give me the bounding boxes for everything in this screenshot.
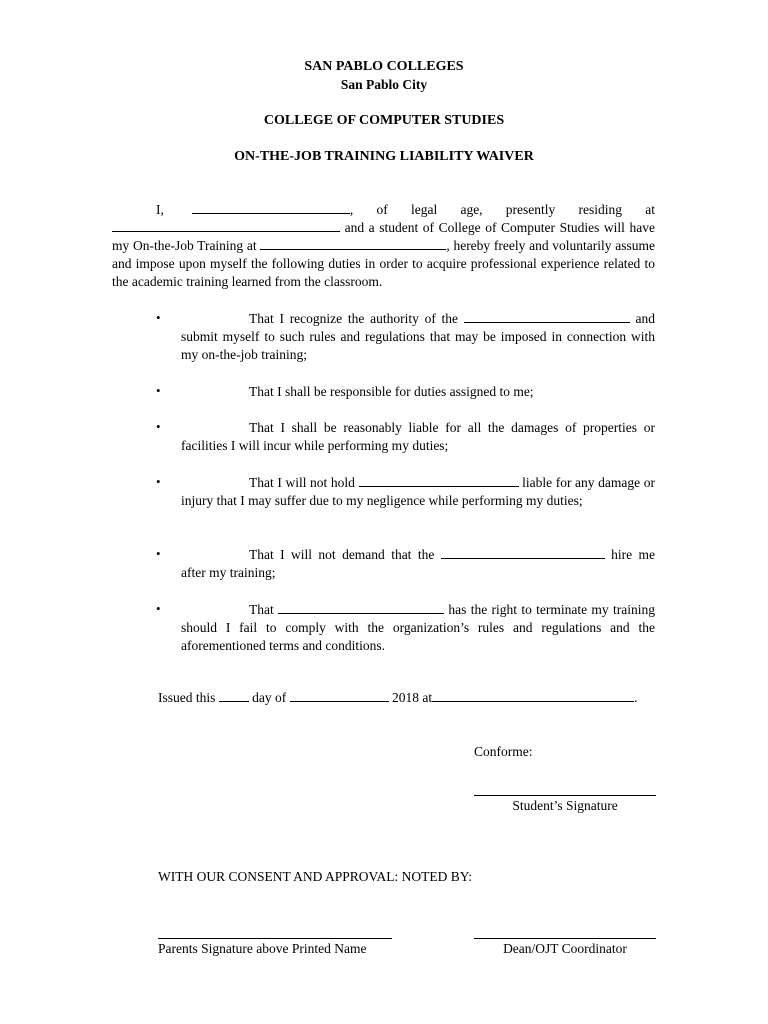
college-name: COLLEGE OF COMPUTER STUDIES (263, 113, 505, 128)
bullet-1: • (156, 310, 161, 325)
duty-item-4 (181, 474, 655, 510)
duty-item-5-blank[interactable] (441, 547, 605, 559)
name-blank[interactable] (192, 202, 350, 214)
issued-line (158, 690, 638, 706)
issued-day-blank[interactable] (219, 690, 249, 702)
student-signature-line[interactable] (474, 795, 656, 796)
bullet-2: • (156, 383, 161, 398)
intro-text-2: , of legal age, presently residing at (349, 202, 655, 217)
school-name: SAN PABLO COLLEGES (304, 59, 464, 74)
dean-signature-line[interactable] (474, 938, 656, 939)
student-signature-label: Student’s Signature (512, 798, 618, 813)
duty-item-4-text-b: liable for any damage or injury that I may suffer due to my negligence while performing my duties; (181, 475, 655, 508)
duty-item-4-text-a: That I will not hold (249, 475, 359, 490)
parent-signature-label: Parents Signature above Printed Name (158, 941, 367, 956)
bullet-5: • (156, 546, 161, 561)
parent-signature-line[interactable] (158, 938, 392, 939)
duty-item-1 (181, 310, 655, 364)
duty-item-2-text-a: That I shall be responsible for duties assigned to me; (249, 384, 534, 399)
duty-item-6 (181, 601, 655, 655)
issued-text-d: . (634, 690, 638, 705)
intro-paragraph (112, 201, 655, 291)
duty-item-1-text-b: and submit myself to such rules and regulations that may be imposed in connection with my on-the-job training; (181, 311, 656, 362)
school-city: San Pablo City (340, 77, 428, 92)
dean-signature-label: Dean/OJT Coordinator (503, 941, 627, 956)
issued-place-blank[interactable] (432, 690, 634, 702)
duty-item-5 (181, 546, 655, 582)
duty-item-3 (181, 419, 655, 455)
document-title: ON-THE-JOB TRAINING LIABILITY WAIVER (234, 149, 534, 164)
address-blank[interactable] (112, 220, 340, 232)
issued-text-b: day of (248, 690, 290, 705)
duty-item-2 (181, 383, 655, 401)
duty-item-1-text-a: That I recognize the authority of the (249, 311, 464, 326)
intro-text-4: , hereby freely and voluntarily assume and impose upon myself the following duties in order to acquire professional experience related to the academic training learned from the classroom. (112, 238, 655, 289)
conforme-label: Conforme: (474, 744, 533, 759)
duty-item-6-text-a: That (249, 602, 279, 617)
duty-item-5-text-a: That I will not demand that the (249, 547, 441, 562)
duty-item-5-text-b: hire me after my training; (181, 547, 655, 580)
consent-statement: WITH OUR CONSENT AND APPROVAL: NOTED BY: (158, 869, 473, 884)
duty-item-6-blank[interactable] (278, 602, 444, 614)
bullet-4: • (156, 474, 161, 489)
issued-text-a: Issued this (158, 690, 219, 705)
duty-item-4-blank[interactable] (359, 475, 519, 487)
duty-item-3-text-a: That I shall be reasonably liable for all the damages of properties or facilities I will incur while performing my duties; (181, 420, 655, 453)
company-blank[interactable] (260, 238, 446, 250)
bullet-3: • (156, 419, 161, 434)
bullet-6: • (156, 601, 161, 616)
intro-text-1: I, (156, 202, 164, 217)
intro-text-3: and a student of College of Computer Studies will have my On-the-Job Training at (112, 220, 655, 253)
duty-item-6-text-b: has the right to terminate my training should I fail to comply with the organization’s rules and regulations and the aforementioned terms and conditions. (181, 602, 655, 653)
issued-text-c: 2018 at (388, 690, 433, 705)
duty-item-1-blank[interactable] (464, 311, 630, 323)
issued-month-blank[interactable] (290, 690, 389, 702)
